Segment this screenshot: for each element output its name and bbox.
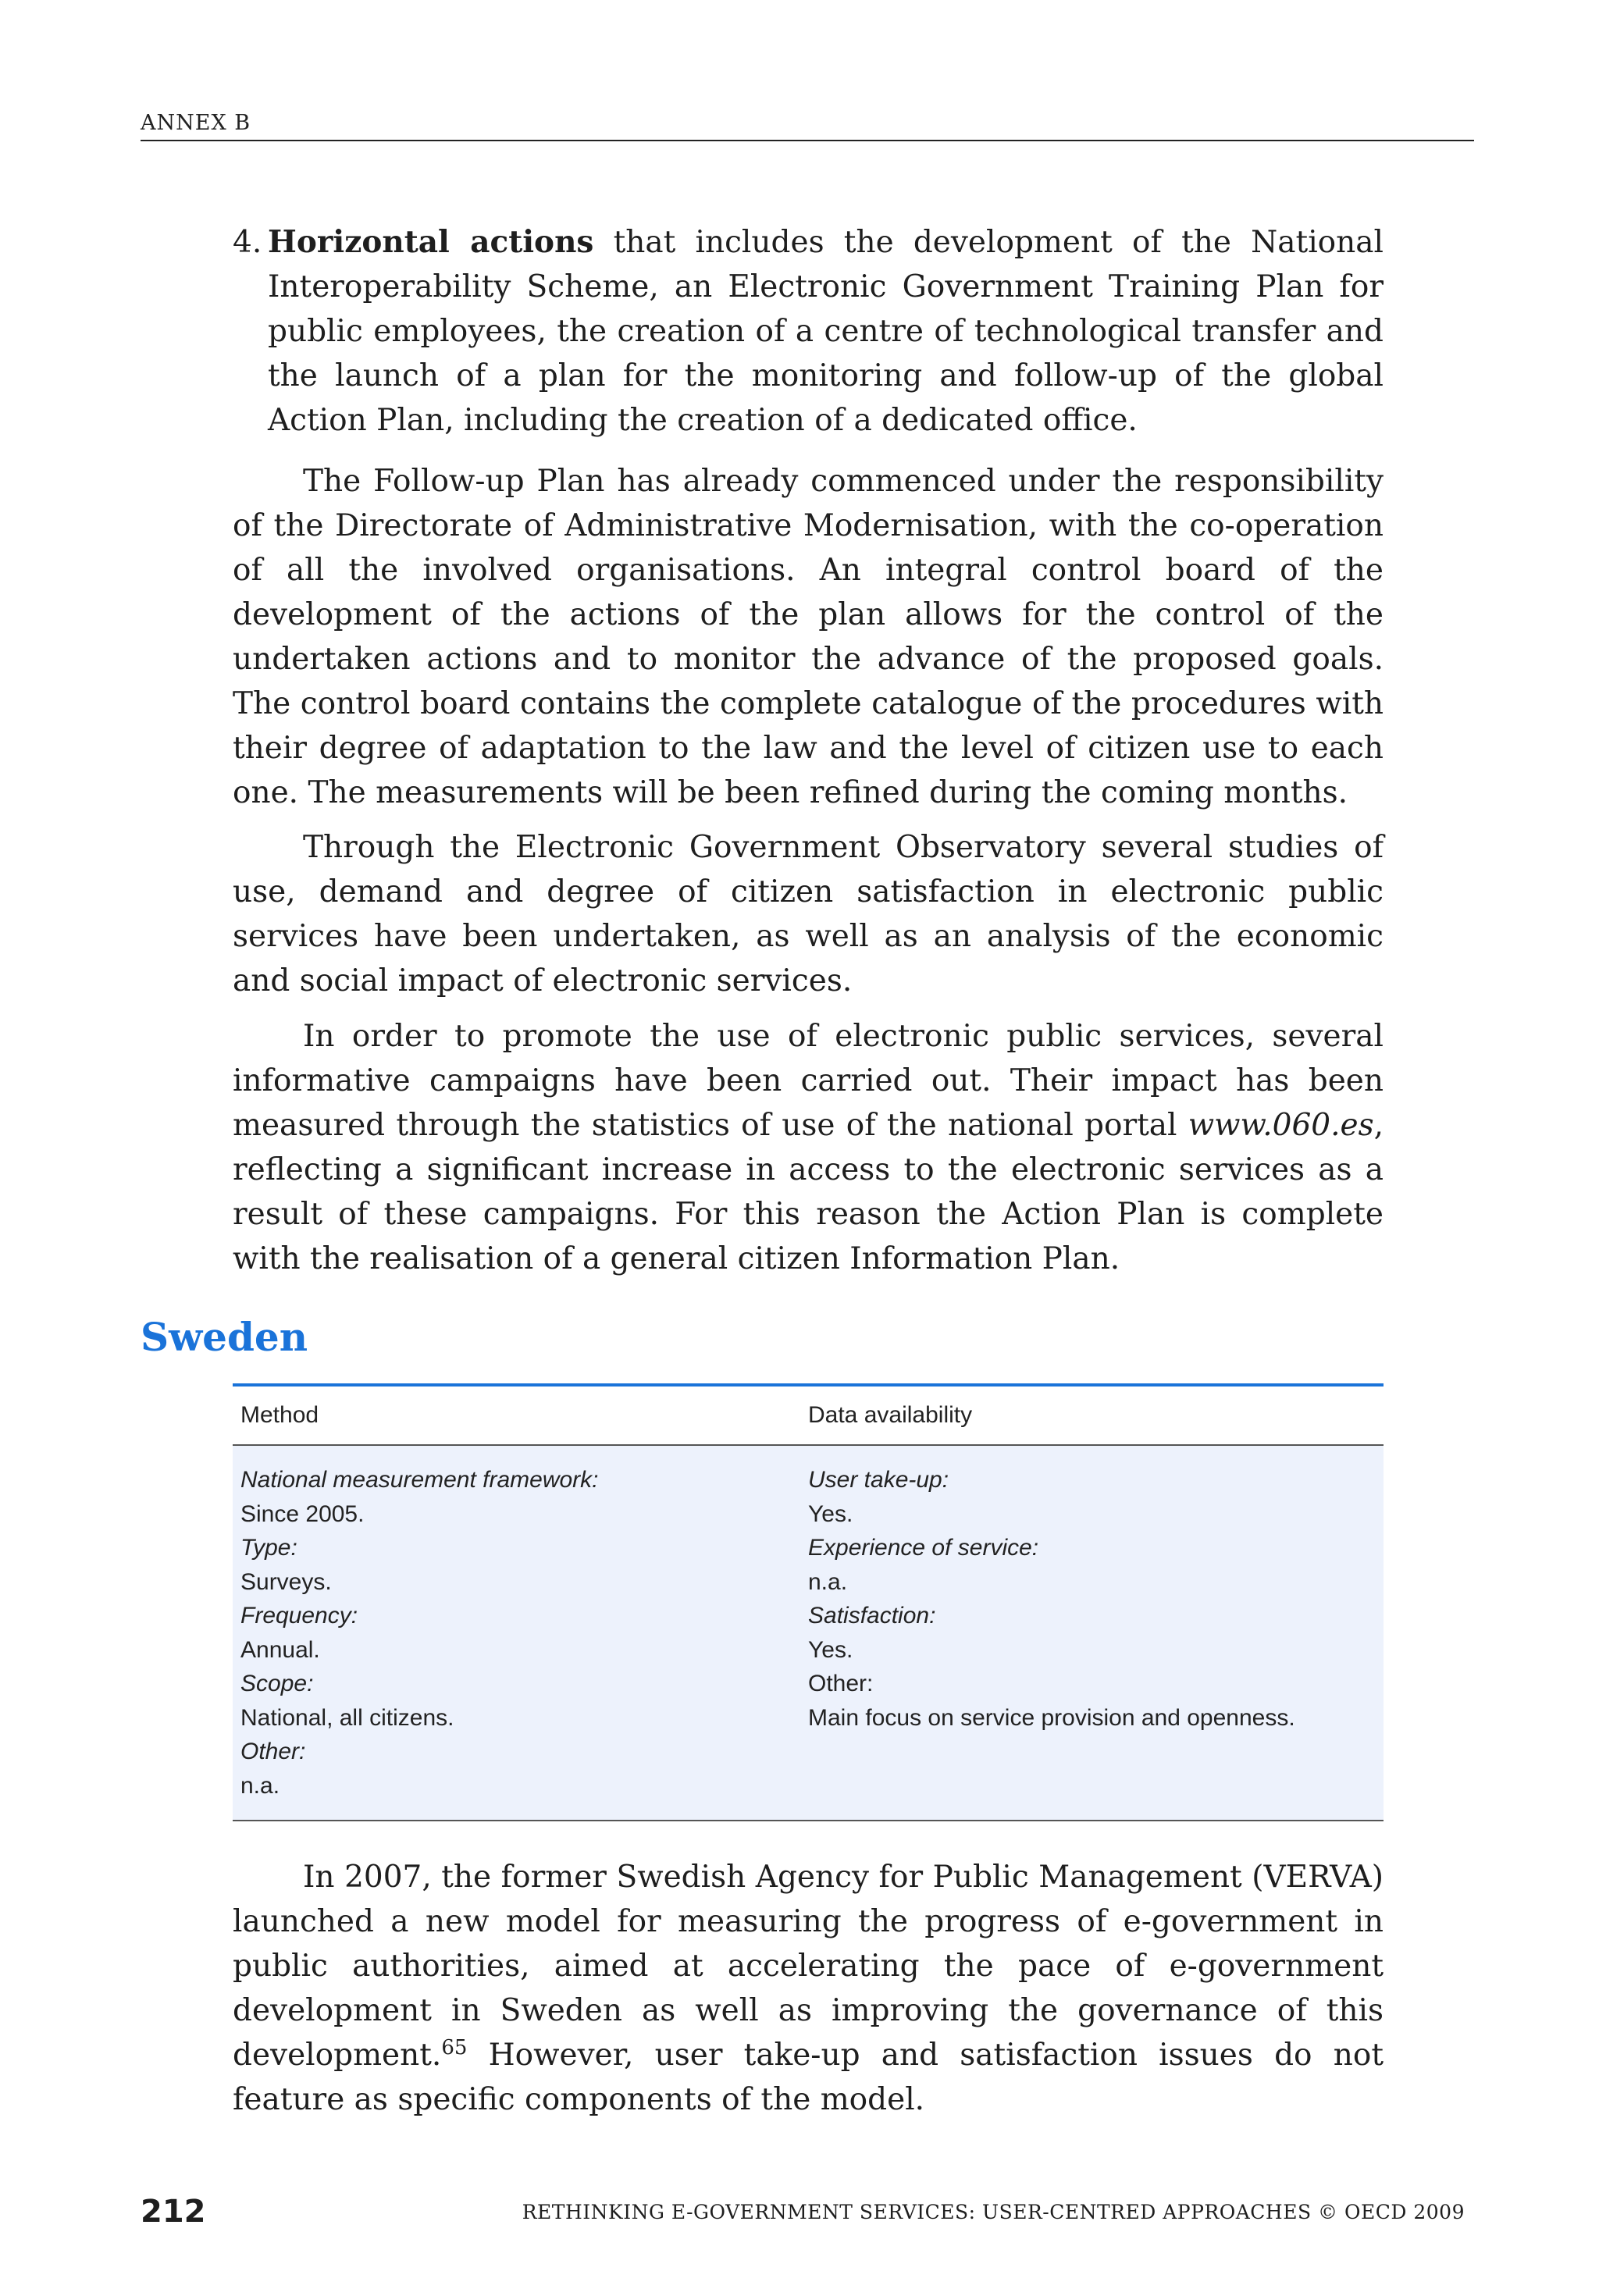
footnote-reference[interactable]: 65 bbox=[441, 2036, 468, 2059]
paragraph-campaigns bbox=[233, 1014, 1384, 1281]
table-header-row bbox=[233, 1386, 1384, 1446]
portal-url: www.060.es bbox=[1188, 1108, 1374, 1143]
availability-label: User take-up: bbox=[808, 1467, 949, 1493]
data-availability-column bbox=[808, 1463, 1384, 1803]
list-item-4 bbox=[233, 220, 1384, 443]
section-title-sweden: Sweden bbox=[141, 1314, 308, 1360]
method-label: Frequency: bbox=[240, 1603, 358, 1629]
paragraph-observatory: Through the Electronic Government Observatory several studies of use, demand and degree of citizen satisfaction in electronic public services have been undertaken, as well as an analysis of the economic and social impact of electronic services. bbox=[233, 830, 1384, 998]
method-value: Annual. bbox=[240, 1636, 320, 1663]
method-value: National, all citizens. bbox=[240, 1704, 454, 1731]
table-header-data-availability: Data availability bbox=[808, 1402, 973, 1428]
paragraph-campaigns-start: In order to promote the use of electronic public services, several informative campaigns have been carried out. Their impact has been measured through the statistics of use of the national portal bbox=[233, 1019, 1384, 1143]
availability-label: Satisfaction: bbox=[808, 1603, 936, 1629]
method-label: Other: bbox=[240, 1739, 306, 1764]
paragraph-verva bbox=[233, 1855, 1384, 2122]
page-number: 212 bbox=[141, 2194, 206, 2230]
method-label: National measurement framework: bbox=[240, 1467, 599, 1493]
availability-value: Yes. bbox=[808, 1636, 853, 1663]
method-value: Since 2005. bbox=[240, 1500, 365, 1527]
footer-citation: RETHINKING E-GOVERNMENT SERVICES: USER-CENTRED APPROACHES © OECD 2009 bbox=[522, 2201, 1465, 2223]
method-value: Surveys. bbox=[240, 1568, 332, 1595]
list-item-bold-lead: Horizontal actions bbox=[268, 224, 594, 260]
paragraph-verva-start: In 2007, the former Swedish Agency for Public Management (VERVA) launched a new model for measuring the progress of e-government in public authorities, aimed at accelerating the pace of e-government development in Sweden as well as improving the governance of this development. bbox=[233, 1860, 1384, 2073]
sweden-info-table bbox=[233, 1383, 1384, 1821]
header-rule bbox=[141, 140, 1474, 141]
running-head: ANNEX B bbox=[141, 111, 251, 135]
method-value: n.a. bbox=[240, 1772, 280, 1799]
method-column bbox=[233, 1463, 808, 1803]
paragraph-follow-up-plan: The Follow-up Plan has already commenced under the responsibility of the Directorate of Administrative Modernisation, with the co-operation of all the involved organisations. An integral control board of the development of the actions of the plan allows for the control of the undertaken actions and to monitor the advance of the proposed goals. The control board contains the complete catalogue of the procedures with their degree of adaptation to the law and the level of citizen use to each one. The measurements will be been refined during the coming months. bbox=[233, 464, 1384, 810]
paragraph-verva-end: However, user take-up and satisfaction issues do not feature as specific components of the model. bbox=[233, 2038, 1384, 2117]
table-body-row bbox=[233, 1446, 1384, 1820]
list-item-text bbox=[268, 220, 1384, 443]
list-item-body: that includes the development of the National Interoperability Scheme, an Electronic Government Training Plan for public employees, the creation of a centre of technological transfer and the launch of a plan for the monitoring and follow-up of the global Action Plan, including the creation of a dedicated office. bbox=[268, 225, 1384, 438]
list-number: 4. bbox=[233, 225, 262, 260]
availability-label: Experience of service: bbox=[808, 1535, 1039, 1561]
availability-value: Yes. bbox=[808, 1500, 853, 1527]
table-header-method: Method bbox=[240, 1402, 319, 1428]
availability-value: n.a. bbox=[808, 1568, 848, 1595]
method-label: Scope: bbox=[240, 1671, 314, 1696]
availability-value: Main focus on service provision and openness. bbox=[808, 1704, 1295, 1731]
availability-label: Other: bbox=[808, 1671, 874, 1696]
paragraph-campaigns-end: , reflecting a significant increase in access to the electronic services as a result of these campaigns. For this reason the Action Plan is complete with the realisation of a general citizen Information Plan. bbox=[233, 1108, 1384, 1276]
method-label: Type: bbox=[240, 1535, 297, 1561]
